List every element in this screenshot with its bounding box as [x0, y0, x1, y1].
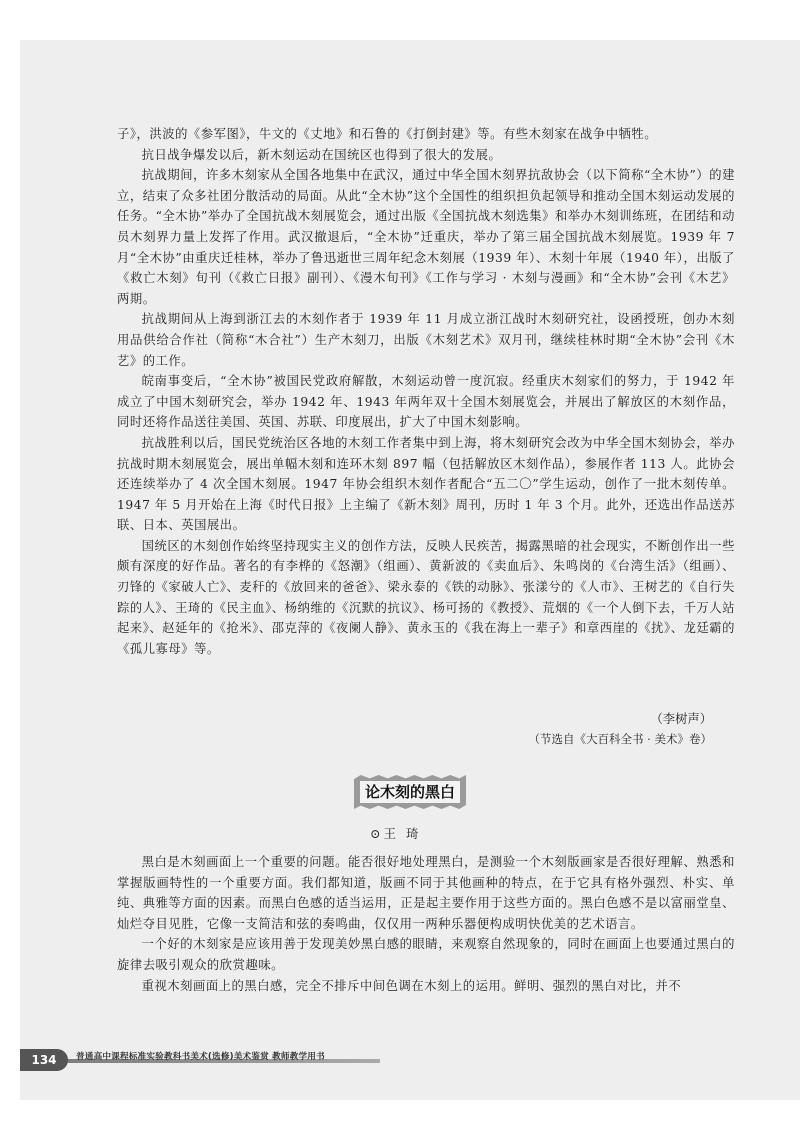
- paragraph: 抗战期间从上海到浙江去的木刻作者于 1939 年 11 月成立浙江战时木刻研究社，设函授班，创办木刻用品供给合作社（简称“木合社”）生产木刻刀，出版《木刻艺术》双月刊，继续桂林时期“全木协”会刊《木艺》的工作。: [117, 312, 735, 368]
- paragraph: 黑白是木刻画面上一个重要的问题。能否很好地处理黑白，是测验一个木刻版画家是否很好理解、熟悉和掌握版画特性的一个重要方面。我们都知道，版画不同于其他画种的特点，在于它具有格外强烈、朴实、单纯、典雅等方面的因素。而黑白色感的适当运用，正是起主要作用于这些方面的。黑白色感不是以富丽堂皇、灿烂夺目见胜，它像一支简洁和弦的奏鸣曲，仅仅用一两种乐器便构成明快优美的艺术语言。: [117, 855, 735, 931]
- paragraph: 抗日战争爆发以后，新木刻运动在国统区也得到了很大的发展。: [141, 147, 502, 162]
- page-number: 134: [20, 1049, 68, 1071]
- paragraph: 一个好的木刻家是应该用善于发现美妙黑白感的眼睛，来观察自然现象的，同时在画面上也要通过黑白的旋律去吸引观众的欣赏趣味。: [117, 937, 735, 972]
- paragraph: 国统区的木刻创作始终坚持现实主义的创作方法，反映人民疾苦，揭露黑暗的社会现实，不断创作出一些颇有深度的好作品。著名的有李桦的《怒潮》（组画）、黄新波的《卖血后》、朱鸣岗的《台湾生活》（组画）、刃锋的《家破人亡》、麦秆的《放回来的爸爸》、梁永泰的《铁的动脉》、张漾兮的《人市》、王树艺的《自行失踪的人》、王琦的《民主血》、杨纳维的《沉默的抗议》、杨可扬的《教授》、荒烟的《一个人倒下去，千万人站起来》、赵延年的《抢米》、邵克萍的《夜阑人静》、黄永玉的《我在海上一辈子》和章西崖的《扰》、龙廷霸的《孤儿寡母》等。: [117, 538, 735, 656]
- paragraph: 重视木刻画面上的黑白感，完全不排斥中间色调在木刻上的运用。鲜明、强烈的黑白对比，并不: [141, 978, 682, 993]
- paragraph: 子》，洪波的《参军图》，牛文的《丈地》和石鲁的《打倒封建》等。有些木刻家在战争中牺牲。: [117, 127, 658, 141]
- upper-article-body: [117, 124, 735, 659]
- lower-article-body: [117, 852, 735, 996]
- article-attribution: [529, 709, 712, 749]
- document-page: [20, 40, 800, 1100]
- section-author: ⊙王 琦: [370, 826, 422, 841]
- attribution-author: （李树声）: [650, 712, 712, 726]
- footer-book-title: 普通高中课程标准实验教科书美术(选修)美术鉴赏 教师教学用书: [76, 1052, 325, 1062]
- section-title: 论木刻的黑白: [360, 781, 460, 803]
- paragraph: 抗战胜利以后，国民党统治区各地的木刻工作者集中到上海，将木刻研究会改为中华全国木刻协会，举办抗战时期木刻展览会，展出单幅木刻和连环木刻 897 幅（包括解放区木刻作品），参展作者 113 人。此协会还连续举办了 4 次全国木刻展。1947 年协会组织木刻作者配合“五二〇”学生运动，创作了一批木刻传单。1947 年 5 月开始在上海《时代日报》上主编了《新木刻》周刊，历时 1 年 3 个月。此外，还选出作品送苏联、日本、英国展出。: [117, 435, 735, 533]
- paragraph: 皖南事变后，“全木协”被国民党政府解散，木刻运动曾一度沉寂。经重庆木刻家们的努力，于 1942 年成立了中国木刻研究会，举办 1942 年、1943 年两年双十全国木刻展览会，并展出了解放区的木刻作品，同时还将作品送往美国、英国、苏联、印度展出，扩大了中国木刻影响。: [117, 374, 735, 430]
- attribution-source: （节选自《大百科全书 · 美术》卷）: [528, 732, 712, 746]
- paragraph: 抗战期间，许多木刻家从全国各地集中在武汉，通过中华全国木刻界抗敌协会（以下简称“全木协”）的建立，结束了众多社团分散活动的局面。从此“全木协”这个全国性的组织担负起领导和推动全国木刻运动发展的任务。“全木协”举办了全国抗战木刻展览会，通过出版《全国抗战木刻选集》和举办木刻训练班，在团结和动员木刻界力量上发挥了作用。武汉撤退后，“全木协”迁重庆，举办了第三届全国抗战木刻展览。1939 年 7 月“全木协”由重庆迁桂林，举办了鲁迅逝世三周年纪念木刻展（1939 年）、木刻十年展（1940 年），出版了《救亡木刻》旬刊（《救亡日报》副刊）、《漫木旬刊》《工作与学习 · 木刻与漫画》和“全木协”会刊《木艺》两期。: [117, 168, 735, 306]
